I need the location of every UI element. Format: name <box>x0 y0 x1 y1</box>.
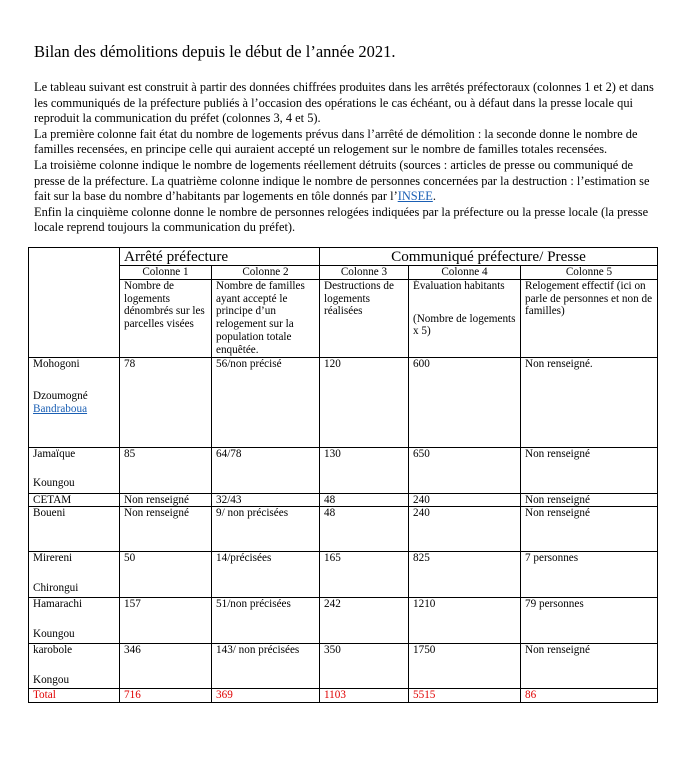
table-total-row <box>29 689 658 703</box>
row-place <box>29 598 120 644</box>
group-header-communique: Communiqué préfecture/ Presse <box>320 248 658 266</box>
row-col-5: Non renseigné <box>521 493 658 507</box>
intro-text <box>34 80 664 236</box>
table-row <box>29 447 658 493</box>
column-4-label: Colonne 4 <box>409 266 521 280</box>
intro-paragraph-3 <box>34 158 664 205</box>
row-col-4: 1750 <box>409 644 521 689</box>
row-col-1: 157 <box>120 598 212 644</box>
total-col-2: 369 <box>212 689 320 703</box>
total-col-5: 86 <box>521 689 658 703</box>
table-group-header-row <box>29 248 658 266</box>
row-col-2: 64/78 <box>212 447 320 493</box>
row-col-4: 1210 <box>409 598 521 644</box>
row-col-5: Non renseigné <box>521 447 658 493</box>
row-col-2: 14/précisées <box>212 552 320 598</box>
row-place: CETAM <box>29 493 120 507</box>
row-col-4: 650 <box>409 447 521 493</box>
row-col-2: 9/ non précisées <box>212 507 320 552</box>
column-2-description: Nombre de familles ayant accepté le principe d’un relogement sur la population totale enquêtée. <box>212 279 320 357</box>
row-col-5: Non renseigné. <box>521 357 658 447</box>
table-row <box>29 357 658 447</box>
row-place-sub: Koungou <box>33 628 75 641</box>
row-col-4: 825 <box>409 552 521 598</box>
row-place-sub: Dzoumogné <box>33 390 88 403</box>
row-col-4: 240 <box>409 507 521 552</box>
intro-paragraph-3-end: . <box>432 189 436 204</box>
row-col-4: 240 <box>409 493 521 507</box>
bandraboua-link[interactable]: Bandraboua <box>33 403 88 416</box>
intro-paragraph-2: La première colonne fait état du nombre de logements prévus dans l’arrêté de démolition : la seconde donne le nombre de familles recensées, en principe celle qui auraient accepté un relogement sur le nombre de familles totales recensées. <box>34 126 638 157</box>
table-row <box>29 507 658 552</box>
column-4-description-extra: (Nombre de logements x 5) <box>413 312 516 338</box>
intro-paragraph-1: Le tableau suivant est construit à partir des données chiffrées produites dans les arrêtés préfectoraux (colonnes 1 et 2) et dans les communiqués de la préfecture publiés à l’occasion des opérations le cas échéant, ou à défaut dans la presse locale qui reproduit la communication du préfet (colonnes 3, 4 et 5). <box>34 80 654 126</box>
row-col-3: 242 <box>320 598 409 644</box>
table-row <box>29 644 658 689</box>
row-col-1: 85 <box>120 447 212 493</box>
row-place: Boueni <box>29 507 120 552</box>
row-col-5: Non renseigné <box>521 507 658 552</box>
row-place-name: karobole <box>33 644 73 657</box>
intro-paragraph-3-text: La troisième colonne indique le nombre de logements réellement détruits (sources : articles de presse ou communiqué de presse de la préfecture. La quatrième colonne indique le nombre de personnes concernées par la destruction : l’estimation se fait sur la base du nombre d’habitants par logements en tôle donnés par l’ <box>34 157 650 204</box>
row-place-name: Jamaïque <box>33 447 76 460</box>
row-col-1: 78 <box>120 357 212 447</box>
row-col-1: Non renseigné <box>120 493 212 507</box>
column-3-description: Destructions de logements réalisées <box>320 279 409 357</box>
row-place <box>29 357 120 447</box>
column-4-description-main: Évaluation habitants <box>413 279 505 292</box>
row-col-4: 600 <box>409 357 521 447</box>
group-header-arrete: Arrêté préfecture <box>120 248 320 266</box>
row-col-3: 130 <box>320 447 409 493</box>
row-col-1: Non renseigné <box>120 507 212 552</box>
row-col-2: 143/ non précisées <box>212 644 320 689</box>
column-4-description <box>409 279 521 357</box>
row-col-3: 350 <box>320 644 409 689</box>
row-place-sub: Koungou <box>33 477 75 490</box>
total-col-1: 716 <box>120 689 212 703</box>
row-col-2: 56/non précisé <box>212 357 320 447</box>
column-1-description: Nombre de logements dénombrés sur les parcelles visées <box>120 279 212 357</box>
table-row <box>29 598 658 644</box>
column-3-label: Colonne 3 <box>320 266 409 280</box>
row-place-sub: Chirongui <box>33 582 79 595</box>
row-place-name: Mirereni <box>33 552 73 565</box>
row-col-5: Non renseigné <box>521 644 658 689</box>
row-col-3: 120 <box>320 357 409 447</box>
row-place-sub: Kongou <box>33 674 70 687</box>
row-place <box>29 644 120 689</box>
table-column-description-row <box>29 279 658 357</box>
column-1-label: Colonne 1 <box>120 266 212 280</box>
column-5-label: Colonne 5 <box>521 266 658 280</box>
table-corner-cell <box>29 248 120 358</box>
page-title: Bilan des démolitions depuis le début de l’année 2021. <box>34 42 396 61</box>
row-place <box>29 552 120 598</box>
intro-paragraph-4: Enfin la cinquième colonne donne le nombre de personnes relogées indiquées par la préfecture ou la presse locale (la presse locale reprend toujours la communication du préfet). <box>34 204 649 235</box>
row-col-3: 48 <box>320 507 409 552</box>
row-place <box>29 447 120 493</box>
row-place-name: Mohogoni <box>33 357 80 370</box>
table-column-label-row <box>29 266 658 280</box>
insee-link[interactable]: INSEE <box>397 189 433 204</box>
column-2-label: Colonne 2 <box>212 266 320 280</box>
row-col-5: 79 personnes <box>521 598 658 644</box>
column-5-description: Relogement effectif (ici on parle de personnes et non de familles) <box>521 279 658 357</box>
row-col-1: 50 <box>120 552 212 598</box>
total-col-3: 1103 <box>320 689 409 703</box>
row-col-2: 32/43 <box>212 493 320 507</box>
total-label: Total <box>29 689 120 703</box>
row-col-5: 7 personnes <box>521 552 658 598</box>
table-row <box>29 552 658 598</box>
demolitions-table <box>28 247 658 703</box>
row-place-name: Hamarachi <box>33 598 83 611</box>
row-col-1: 346 <box>120 644 212 689</box>
total-col-4: 5515 <box>409 689 521 703</box>
row-col-2: 51/non précisées <box>212 598 320 644</box>
row-col-3: 165 <box>320 552 409 598</box>
row-col-3: 48 <box>320 493 409 507</box>
table-row <box>29 493 658 507</box>
